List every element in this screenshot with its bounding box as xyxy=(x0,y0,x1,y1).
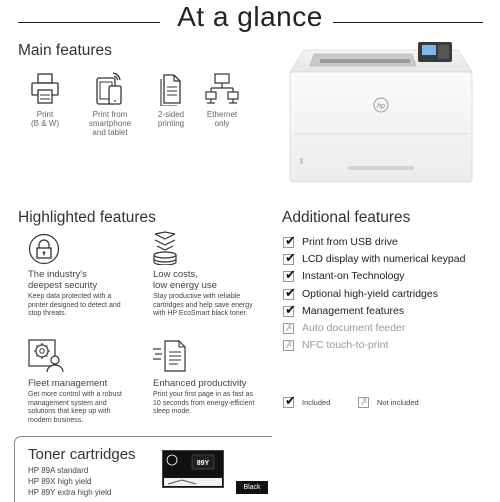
highlight-title-line: deepest security xyxy=(28,280,98,291)
highlight-title-fleet xyxy=(28,378,138,389)
toner-line: HP 89X high yield xyxy=(28,477,92,486)
highlight-title-security xyxy=(28,269,138,291)
stacked-coins-icon xyxy=(151,231,179,265)
fast-document-icon xyxy=(152,339,188,373)
highlight-title-line: low energy use xyxy=(153,280,217,291)
highlight-title-productivity xyxy=(153,378,293,389)
main-feature-ethernet xyxy=(192,72,252,128)
highlight-desc-line: printer designed to detect and xyxy=(28,301,121,309)
included-check-icon: ✔ xyxy=(285,266,296,282)
legend-included xyxy=(283,393,331,408)
highlight-desc-productivity xyxy=(153,391,283,417)
main-feature-label: only xyxy=(214,119,230,128)
highlight-desc-line: stop threats. xyxy=(28,310,67,317)
main-feature-label: and tablet xyxy=(92,128,128,137)
highlight-desc-line: cartridges and help save energy xyxy=(153,301,253,309)
legend-included-label: Included xyxy=(302,398,331,407)
additional-feature-label: NFC touch-to-print xyxy=(302,339,389,351)
additional-feature-label: Management features xyxy=(302,305,405,317)
highlight-title-line: The industry's xyxy=(28,269,87,280)
printer-image xyxy=(288,42,474,184)
highlight-title-line: Fleet management xyxy=(28,378,108,389)
additional-feature-row xyxy=(283,268,405,284)
additional-feature-label: Instant-on Technology xyxy=(302,270,405,282)
toner-box-model: 89Y xyxy=(196,460,210,467)
highlight-title-costs xyxy=(153,269,263,291)
main-feature-print xyxy=(15,72,75,128)
two-sided-document-icon xyxy=(157,72,185,106)
ethernet-network-icon xyxy=(205,72,239,106)
printer-icon xyxy=(29,72,61,106)
toner-heading: Toner cartridges xyxy=(28,446,136,463)
main-features-heading: Main features xyxy=(18,42,112,59)
highlight-desc-costs xyxy=(153,293,273,319)
additional-feature-row xyxy=(283,303,404,319)
highlight-title-line: Low costs, xyxy=(153,269,198,280)
highlight-desc-line: modern business. xyxy=(28,416,84,424)
toner-cartridge-box-image xyxy=(162,450,224,488)
not-included-x-icon: ✗ xyxy=(285,321,295,334)
hp-logo-text: hp xyxy=(377,103,385,110)
included-check-icon: ✔ xyxy=(285,249,296,265)
highlight-desc-line: Get more control with a robust xyxy=(28,391,122,398)
main-feature-label: printing xyxy=(157,119,185,128)
padlock-icon xyxy=(28,233,60,265)
highlight-desc-line: sleep mode. xyxy=(153,408,192,415)
main-feature-label: Ethernet xyxy=(206,110,238,119)
additional-feature-label: Print from USB drive xyxy=(302,236,398,248)
highlight-desc-line: with HP EcoSmart black toner. xyxy=(153,310,248,317)
main-feature-label: 2-sided xyxy=(157,110,185,119)
not-included-x-icon: ✗ xyxy=(360,396,370,408)
fleet-management-icon xyxy=(28,339,64,373)
additional-feature-row xyxy=(283,286,438,302)
toner-line: HP 89Y extra high yield xyxy=(28,488,112,497)
main-feature-mobile-print xyxy=(80,70,140,137)
highlight-desc-security xyxy=(28,293,148,319)
highlight-desc-line: management system and xyxy=(28,399,107,407)
not-included-x-icon: ✗ xyxy=(285,338,295,351)
header-rule-right xyxy=(333,22,483,23)
main-feature-label: smartphone xyxy=(88,119,132,128)
included-check-icon: ✔ xyxy=(285,232,296,248)
toner-color-badge: Black xyxy=(236,481,268,494)
additional-feature-row xyxy=(283,234,398,250)
highlight-desc-line: Print your first page in as fast as xyxy=(153,391,253,398)
additional-feature-row xyxy=(283,251,465,267)
highlight-desc-line: Stay productive with reliable xyxy=(153,293,241,300)
legend-not-included-label: Not included xyxy=(377,398,419,407)
additional-feature-label: Auto document feeder xyxy=(302,322,406,334)
highlight-desc-line: solutions that keep up with xyxy=(28,408,111,415)
main-feature-label: Print xyxy=(36,110,54,119)
highlight-desc-fleet xyxy=(28,391,148,425)
page-title: At a glance xyxy=(177,1,323,32)
additional-feature-row xyxy=(283,337,388,353)
toner-line: HP 89A standard xyxy=(28,466,89,475)
highlight-title-line: Enhanced productivity xyxy=(153,378,247,389)
included-check-icon: ✔ xyxy=(285,301,296,317)
main-feature-label: (B & W) xyxy=(31,119,59,128)
included-check-icon: ✔ xyxy=(285,284,296,300)
highlighted-features-heading: Highlighted features xyxy=(18,209,156,226)
legend-not-included xyxy=(358,397,419,408)
highlight-desc-line: 10 seconds from energy-efficient xyxy=(153,399,255,407)
highlight-desc-line: Keep data protected with a xyxy=(28,293,112,300)
additional-feature-label: Optional high-yield cartridges xyxy=(302,288,438,300)
additional-feature-label: LCD display with numerical keypad xyxy=(302,253,466,265)
included-check-icon: ✔ xyxy=(285,393,296,408)
smartphone-tablet-icon xyxy=(93,70,127,106)
main-feature-label: Print from xyxy=(92,110,128,119)
additional-features-heading: Additional features xyxy=(282,209,411,226)
additional-feature-row xyxy=(283,320,405,336)
